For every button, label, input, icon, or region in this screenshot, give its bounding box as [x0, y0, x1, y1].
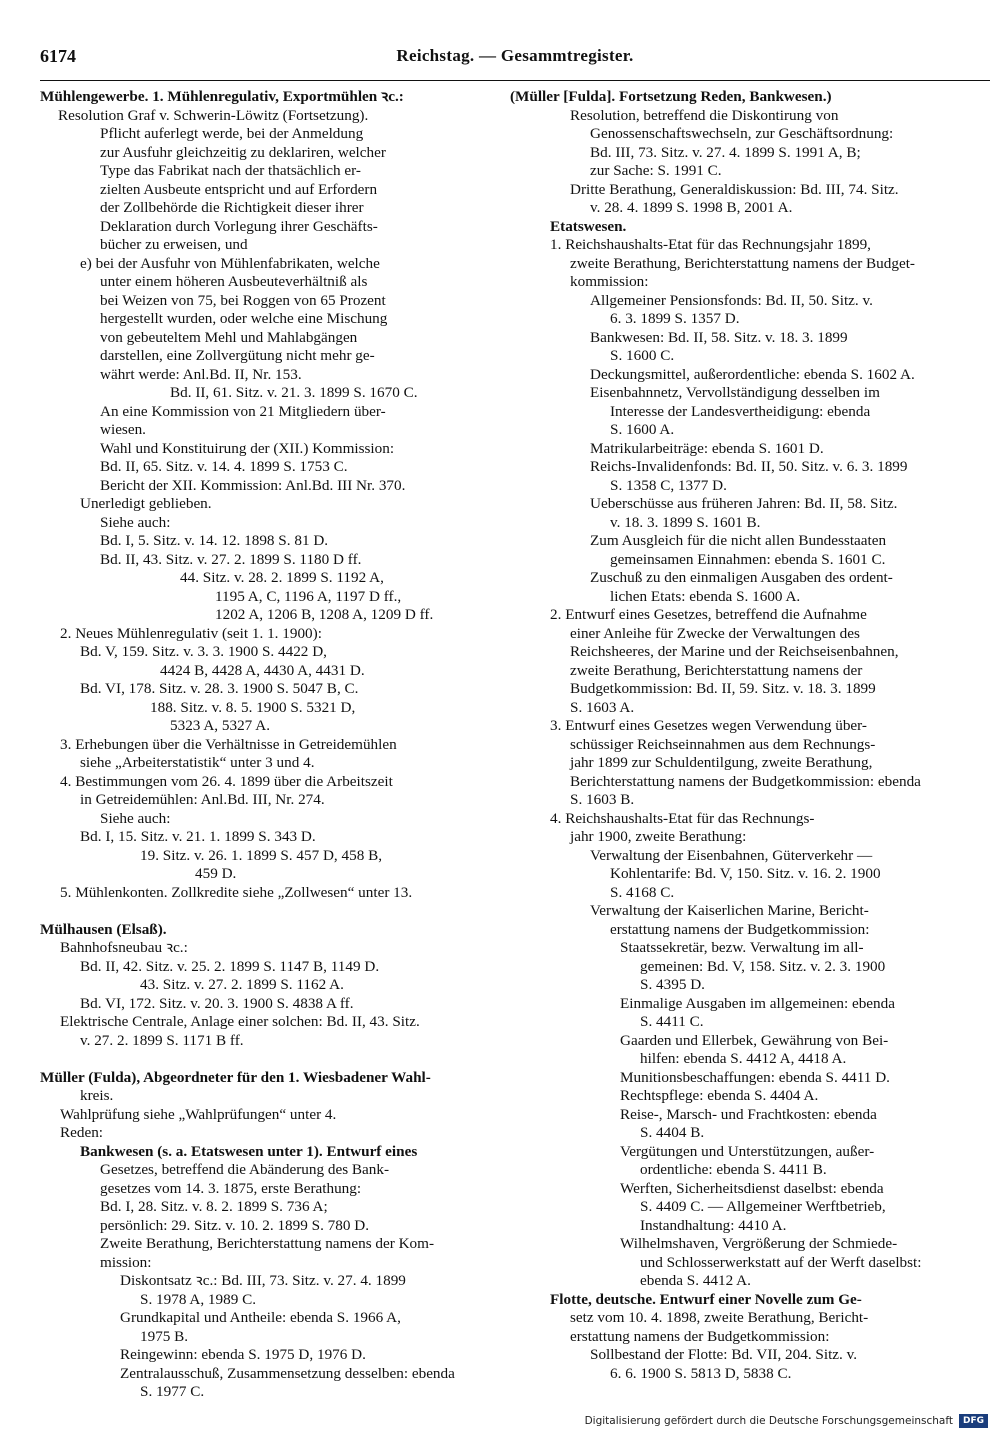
index-line: Reise-, Marsch- und Frachtkosten: ebenda	[620, 1105, 877, 1123]
index-line: währt werde: Anl.Bd. II, Nr. 153.	[100, 365, 302, 383]
index-line: jahr 1899 zur Schuldentilgung, zweite Berathung,	[570, 754, 873, 771]
index-line: Elektrische Centrale, Anlage einer solchen: Bd. II, 43. Sitz.	[60, 1013, 420, 1030]
index-line: Budgetkommission: Bd. II, 59. Sitz. v. 18. 3. 1899	[570, 680, 876, 697]
index-line: S. 1603 B.	[570, 791, 635, 808]
index-line: Zentralausschuß, Zusammensetzung desselben: ebenda	[120, 1364, 455, 1382]
index-line: Bankwesen: Bd. II, 58. Sitz. v. 18. 3. 1899	[590, 328, 848, 346]
index-line: Einmalige Ausgaben im allgemeinen: ebenda	[620, 994, 895, 1012]
index-line: Bd. V, 159. Sitz. v. 3. 3. 1900 S. 4422 D,	[80, 643, 327, 660]
index-line: Deckungsmittel, außerordentliche: ebenda S. 1602 A.	[590, 365, 915, 383]
index-line: Bd. II, 61. Sitz. v. 21. 3. 1899 S. 1670 C.	[170, 384, 418, 401]
index-line: erstattung namens der Budgetkommission:	[610, 920, 870, 938]
index-line: S. 4411 C.	[640, 1013, 704, 1030]
index-line: bei Weizen von 75, bei Roggen von 65 Prozent	[100, 291, 386, 309]
index-line: v. 27. 2. 1899 S. 1171 B ff.	[80, 1031, 244, 1049]
index-line: kreis.	[80, 1087, 114, 1104]
index-line: v. 18. 3. 1899 S. 1601 B.	[610, 513, 761, 531]
index-line: Bd. I, 15. Sitz. v. 21. 1. 1899 S. 343 D.	[80, 828, 316, 845]
index-line: 188. Sitz. v. 8. 5. 1900 S. 5321 D,	[150, 698, 356, 716]
index-line: Gesetzes, betreffend die Abänderung des Bank-	[100, 1161, 390, 1178]
index-line: kommission:	[570, 273, 649, 290]
page-header	[40, 40, 990, 70]
index-line	[40, 902, 490, 921]
index-line: (Müller [Fulda]. Fortsetzung Reden, Bankwesen.)	[510, 88, 832, 105]
index-line: gemeinsamen Einnahmen: ebenda S. 1601 C.	[610, 550, 886, 568]
index-line: e) bei der Ausfuhr von Mühlenfabrikaten, welche	[80, 254, 380, 272]
index-line: zweite Berathung, Berichterstattung namens der Budget-	[570, 254, 915, 272]
index-line: Mühlengewerbe. 1. Mühlenregulativ, Exportmühlen ꝛc.:	[40, 88, 404, 105]
index-line: Reden:	[60, 1124, 104, 1141]
index-line: jahr 1900, zweite Berathung:	[570, 828, 747, 845]
index-line: Mülhausen (Elsaß).	[40, 920, 167, 938]
index-line: Müller (Fulda), Abgeordneter für den 1. Wiesbadener Wahl-	[40, 1068, 431, 1086]
index-line: ebenda S. 4412 A.	[640, 1272, 751, 1289]
index-line: Deklaration durch Vorlegung ihrer Geschäfts-	[100, 217, 378, 235]
index-line: 43. Sitz. v. 27. 2. 1899 S. 1162 A.	[140, 976, 344, 993]
index-line: Bd. I, 5. Sitz. v. 14. 12. 1898 S. 81 D.	[100, 532, 329, 549]
index-line: Siehe auch:	[100, 809, 171, 827]
index-line: Etatswesen.	[550, 217, 627, 235]
index-line: Interesse der Landesvertheidigung: ebenda	[610, 402, 871, 420]
index-line: 2. Entwurf eines Gesetzes, betreffend die Aufnahme	[550, 606, 867, 623]
index-line: Bd. II, 65. Sitz. v. 14. 4. 1899 S. 1753 C.	[100, 458, 348, 475]
index-line: S. 4409 C. — Allgemeiner Werftbetrieb,	[640, 1198, 886, 1215]
index-line: 6. 6. 1900 S. 5813 D, 5838 C.	[610, 1364, 792, 1382]
index-line: setz vom 10. 4. 1898, zweite Berathung, Bericht-	[570, 1309, 869, 1326]
index-line: Zuschuß zu den einmaligen Ausgaben des ordent-	[590, 569, 893, 586]
index-line: zielten Ausbeute entspricht und auf Erfordern	[100, 180, 378, 198]
index-line: Zum Ausgleich für die nicht allen Bundesstaaten	[590, 532, 887, 549]
index-line: Bd. II, 42. Sitz. v. 25. 2. 1899 S. 1147 B, 1149 D.	[80, 957, 380, 975]
index-line: Bahnhofsneubau ꝛc.:	[60, 939, 188, 956]
index-line: Grundkapital und Antheile: ebenda S. 1966 A,	[120, 1309, 401, 1326]
index-line: 5. Mühlenkonten. Zollkredite siehe „Zollwesen“ unter 13.	[60, 883, 413, 901]
index-line: Bd. VI, 172. Sitz. v. 20. 3. 1900 S. 4838 A ff.	[80, 994, 354, 1012]
index-line: darstellen, eine Zollvergütung nicht mehr ge-	[100, 347, 375, 364]
index-line: zur Sache: S. 1991 C.	[590, 162, 722, 179]
index-line: Verwaltung der Kaiserlichen Marine, Bericht-	[590, 902, 869, 919]
index-line: Resolution, betreffend die Diskontirung von	[570, 106, 839, 124]
index-line: Reingewinn: ebenda S. 1975 D, 1976 D.	[120, 1346, 366, 1363]
index-line: unter einem höheren Ausbeuteverhältniß als	[100, 273, 368, 290]
footer-credit: Digitalisierung gefördert durch die Deutsche Forschungsgemeinschaft	[584, 1415, 953, 1427]
index-line: S. 1977 C.	[140, 1383, 205, 1400]
index-line: Sollbestand der Flotte: Bd. VII, 204. Sitz. v.	[590, 1346, 858, 1363]
index-line: Bd. I, 28. Sitz. v. 8. 2. 1899 S. 736 A;	[100, 1198, 328, 1215]
index-line: ordentliche: ebenda S. 4411 B.	[640, 1161, 827, 1178]
index-line: Wilhelmshaven, Vergrößerung der Schmiede-	[620, 1235, 898, 1252]
index-line: Genossenschaftswechseln, zur Geschäftsordnung:	[590, 125, 894, 142]
index-line: S. 1358 C, 1377 D.	[610, 476, 727, 494]
index-line	[40, 1050, 490, 1069]
index-line: An eine Kommission von 21 Mitgliedern über-	[100, 402, 386, 420]
dfg-logo: DFG	[959, 1414, 988, 1428]
index-line: gesetzes vom 14. 3. 1875, erste Berathung:	[100, 1179, 362, 1197]
right-column	[510, 88, 960, 1382]
index-line: S. 1978 A, 1989 C.	[140, 1290, 257, 1308]
index-line: S. 4404 B.	[640, 1124, 705, 1141]
index-line: Bd. II, 43. Sitz. v. 27. 2. 1899 S. 1180 D ff.	[100, 550, 362, 568]
index-line: 1202 A, 1206 B, 1208 A, 1209 D ff.	[215, 606, 434, 623]
index-line: Vergütungen und Unterstützungen, außer-	[620, 1142, 875, 1160]
index-line: 1. Reichshaushalts-Etat für das Rechnungsjahr 1899,	[550, 236, 871, 253]
index-line: Berichterstattung namens der Budgetkommission: ebenda	[570, 772, 921, 790]
index-line: Kohlentarife: Bd. V, 150. Sitz. v. 16. 2. 1900	[610, 865, 881, 882]
index-line: der Zollbehörde die Richtigkeit dieser ihrer	[100, 199, 364, 216]
index-line: 1975 B.	[140, 1327, 189, 1345]
index-line: hergestellt wurden, oder welche eine Mischung	[100, 310, 388, 327]
index-line: 1195 A, C, 1196 A, 1197 D ff.,	[215, 587, 402, 605]
index-line: siehe „Arbeiterstatistik“ unter 3 und 4.	[80, 754, 315, 771]
index-line: Dritte Berathung, Generaldiskussion: Bd. III, 74. Sitz.	[570, 180, 899, 198]
index-line: 3. Entwurf eines Gesetzes wegen Verwendung über-	[550, 717, 867, 734]
index-line: 459 D.	[195, 865, 237, 882]
index-line: Rechtspflege: ebenda S. 4404 A.	[620, 1087, 819, 1104]
index-line: Werften, Sicherheitsdienst daselbst: ebenda	[620, 1179, 884, 1197]
index-line: Reichsheeres, der Marine und der Reichseisenbahnen,	[570, 643, 899, 660]
index-line: Resolution Graf v. Schwerin-Löwitz (Fortsetzung).	[58, 106, 369, 124]
index-line: Munitionsbeschaffungen: ebenda S. 4411 D.	[620, 1068, 890, 1086]
index-line: Bericht der XII. Kommission: Anl.Bd. III Nr. 370.	[100, 476, 406, 494]
index-line: Zweite Berathung, Berichterstattung namens der Kom-	[100, 1235, 435, 1252]
index-line: und Schlosserwerkstatt auf der Werft daselbst:	[640, 1253, 922, 1271]
index-line: v. 28. 4. 1899 S. 1998 B, 2001 A.	[590, 199, 793, 216]
index-line: S. 1603 A.	[570, 698, 635, 716]
index-line: Matrikularbeiträge: ebenda S. 1601 D.	[590, 439, 824, 457]
index-line: Bd. VI, 178. Sitz. v. 28. 3. 1900 S. 5047 B, C.	[80, 680, 359, 697]
index-line: wiesen.	[100, 421, 146, 438]
footer	[585, 1414, 988, 1428]
index-line: Instandhaltung: 4410 A.	[640, 1216, 787, 1234]
index-line: 4424 B, 4428 A, 4430 A, 4431 D.	[160, 661, 365, 679]
header-rule	[40, 80, 990, 81]
index-line: 44. Sitz. v. 28. 2. 1899 S. 1192 A,	[180, 569, 384, 586]
index-line: 3. Erhebungen über die Verhältnisse in Getreidemühlen	[60, 735, 397, 753]
index-line: 19. Sitz. v. 26. 1. 1899 S. 457 D, 458 B,	[140, 846, 383, 864]
index-line: 4. Reichshaushalts-Etat für das Rechnungs-	[550, 809, 815, 827]
index-line: gemeinen: Bd. V, 158. Sitz. v. 2. 3. 1900	[640, 957, 886, 975]
index-line: S. 4395 D.	[640, 976, 705, 993]
index-line: Reichs-Invalidenfonds: Bd. II, 50. Sitz. v. 6. 3. 1899	[590, 458, 908, 475]
index-line: S. 4168 C.	[610, 883, 675, 901]
index-line: erstattung namens der Budgetkommission:	[570, 1327, 830, 1345]
page-number: 6174	[40, 46, 76, 66]
index-line: Verwaltung der Eisenbahnen, Güterverkehr —	[590, 846, 873, 864]
index-line: Wahl und Konstituirung der (XII.) Kommission:	[100, 439, 395, 457]
index-line: einer Anleihe für Zwecke der Verwaltungen des	[570, 624, 860, 642]
left-column	[40, 88, 490, 1400]
index-line: bücher zu erweisen, und	[100, 236, 248, 253]
index-line: Flotte, deutsche. Entwurf einer Novelle zum Ge-	[550, 1290, 862, 1308]
index-line: S. 1600 C.	[610, 347, 675, 364]
index-line: zur Ausfuhr gleichzeitig zu deklariren, welcher	[100, 143, 386, 161]
index-line: 4. Bestimmungen vom 26. 4. 1899 über die Arbeitszeit	[60, 772, 393, 790]
index-line: Ueberschüsse aus früheren Jahren: Bd. II, 58. Sitz.	[590, 495, 898, 512]
index-line: in Getreidemühlen: Anl.Bd. III, Nr. 274.	[80, 791, 325, 808]
index-line: zweite Berathung, Berichterstattung namens der	[570, 661, 863, 679]
index-line: von gebeuteltem Mehl und Mahlabgängen	[100, 328, 358, 346]
index-line: Unerledigt geblieben.	[80, 495, 212, 512]
index-line: mission:	[100, 1253, 152, 1271]
index-line: 2. Neues Mühlenregulativ (seit 1. 1. 1900):	[60, 624, 322, 642]
index-line: Gaarden und Ellerbek, Gewährung von Bei-	[620, 1031, 889, 1049]
index-line: hilfen: ebenda S. 4412 A, 4418 A.	[640, 1050, 847, 1067]
index-line: Eisenbahnnetz, Vervollständigung desselben im	[590, 384, 880, 401]
index-line: Diskontsatz ꝛc.: Bd. III, 73. Sitz. v. 27. 4. 1899	[120, 1272, 406, 1289]
index-line: Type das Fabrikat nach der thatsächlich er-	[100, 162, 361, 179]
index-line: Allgemeiner Pensionsfonds: Bd. II, 50. Sitz. v.	[590, 291, 873, 309]
index-line: Bd. III, 73. Sitz. v. 27. 4. 1899 S. 1991 A, B;	[590, 143, 861, 161]
running-title: Reichstag. — Gesammtregister.	[396, 46, 634, 65]
index-line: 6. 3. 1899 S. 1357 D.	[610, 310, 740, 327]
index-line: lichen Etats: ebenda S. 1600 A.	[610, 587, 801, 605]
index-line: Staatssekretär, bezw. Verwaltung im all-	[620, 939, 864, 956]
index-line: Pflicht auferlegt werde, bei der Anmeldung	[100, 125, 364, 142]
index-line: 5323 A, 5327 A.	[170, 717, 270, 734]
index-line: S. 1600 A.	[610, 421, 675, 438]
index-line: Siehe auch:	[100, 513, 171, 531]
index-line: Bankwesen (s. a. Etatswesen unter 1). Entwurf eines	[80, 1142, 418, 1160]
index-line: Wahlprüfung siehe „Wahlprüfungen“ unter 4.	[60, 1105, 337, 1123]
index-line: persönlich: 29. Sitz. v. 10. 2. 1899 S. 780 D.	[100, 1216, 370, 1234]
index-line: schüssiger Reichseinnahmen aus dem Rechnungs-	[570, 735, 876, 753]
